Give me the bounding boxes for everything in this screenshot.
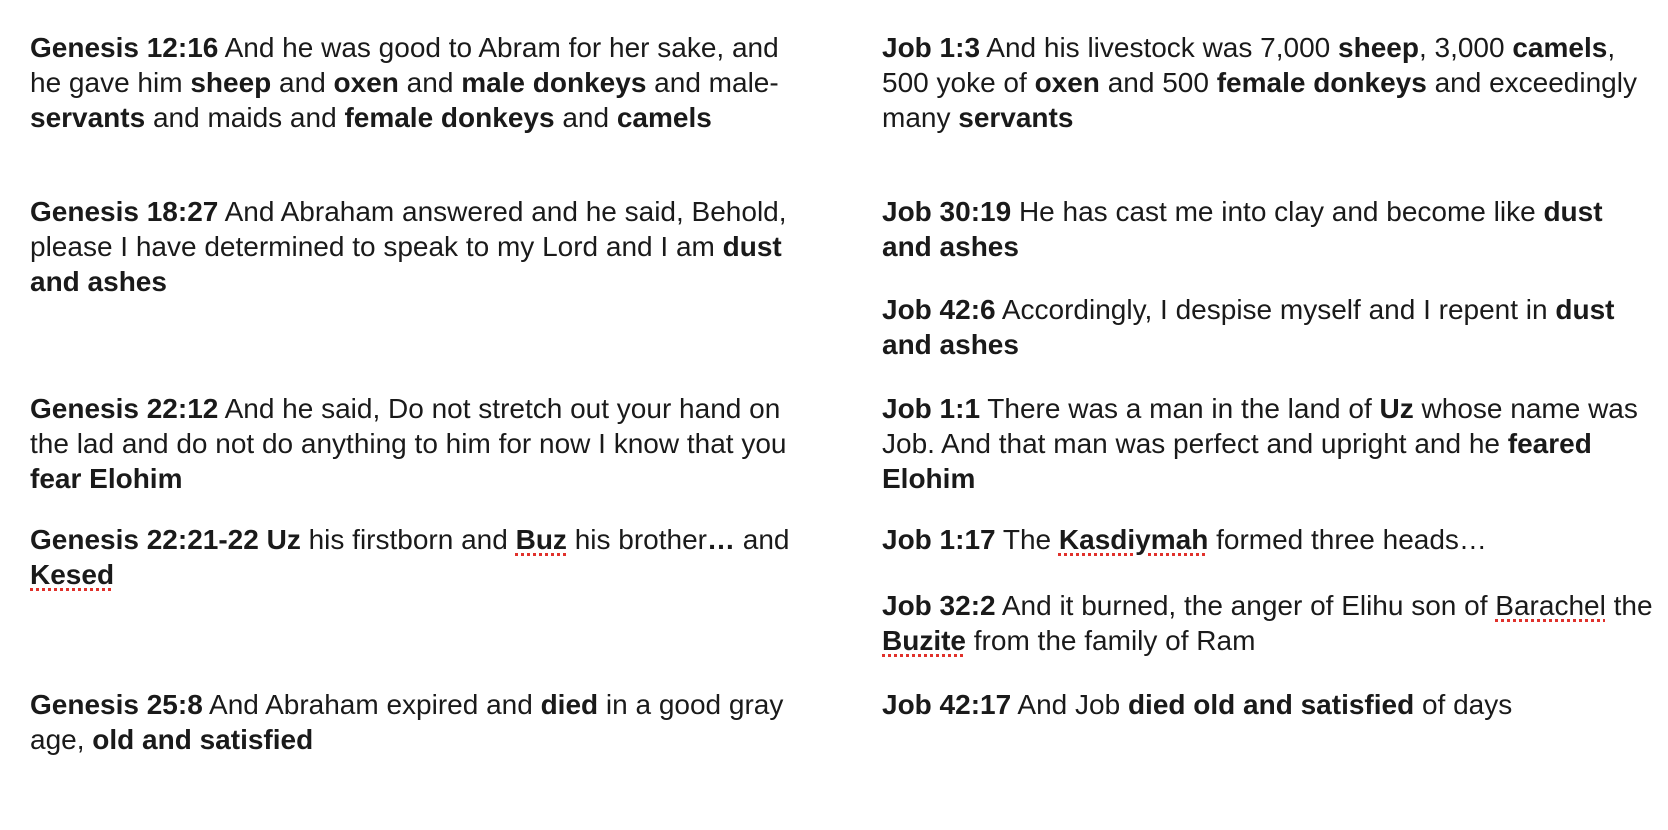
verse-text: And Abraham answered and he said, Behold, please I have determined to speak to my Lord and I am: [30, 196, 787, 262]
verse-text: And he said, Do not stretch out your hand on the lad and do not do anything to him for now I know that you: [30, 393, 787, 459]
emphasized-text: servants: [30, 102, 146, 133]
verse-job-42-6: [882, 292, 1657, 362]
verse-text: and: [735, 524, 790, 555]
verse-text: whose name was Job. And that man was perfect and upright and he: [882, 393, 1638, 459]
verse-text: his brother: [566, 524, 707, 555]
emphasized-text: old and satisfied: [92, 724, 314, 755]
verse-text: And Job: [1011, 689, 1128, 720]
verse-text: The: [995, 524, 1059, 555]
verse-reference: Genesis 12:16: [30, 32, 219, 63]
verse-text: And his livestock was 7,000: [980, 32, 1339, 63]
verse-text: Accordingly, I despise myself and I repent in: [995, 294, 1556, 325]
verse-genesis-22-12: [30, 391, 810, 496]
emphasized-text: female donkeys: [1216, 67, 1427, 98]
verse-job-30-19: [882, 194, 1657, 264]
verse-reference: Genesis 18:27: [30, 196, 219, 227]
verse-text: , 3,000: [1418, 32, 1513, 63]
verse-reference: Job 32:2: [882, 590, 996, 621]
emphasized-text: fear Elohim: [30, 463, 183, 494]
verse-job-1-1: [882, 391, 1657, 496]
emphasized-text: dust and ashes: [882, 294, 1615, 360]
spellcheck-flagged-word: Buz: [515, 524, 567, 555]
verse-text: He has cast me into clay and become like: [1011, 196, 1544, 227]
spellcheck-flagged-word: Kesed: [30, 559, 115, 590]
verse-reference: Job 30:19: [882, 196, 1012, 227]
emphasized-text: female donkeys: [344, 102, 555, 133]
verse-reference: Genesis 22:12: [30, 393, 219, 424]
emphasized-text: feared Elohim: [882, 428, 1592, 494]
verse-text: the: [1605, 590, 1653, 621]
verse-text: his firstborn and: [300, 524, 516, 555]
verse-reference: Genesis 25:8: [30, 689, 203, 720]
verse-job-32-2: [882, 588, 1657, 658]
emphasized-text: …: [707, 524, 735, 555]
verse-job-1-17: [882, 522, 1657, 557]
emphasized-text: dust and ashes: [882, 196, 1603, 262]
spellcheck-flagged-word: Kasdiymah: [1058, 524, 1209, 555]
verse-text: and: [398, 67, 462, 98]
verse-reference: Job 1:3: [882, 32, 981, 63]
verse-text: and maids and: [145, 102, 345, 133]
emphasized-text: sheep: [190, 67, 272, 98]
verse-reference: Job 42:17: [882, 689, 1012, 720]
verse-text: from the family of Ram: [966, 625, 1256, 656]
verse-reference: Job 1:1: [882, 393, 981, 424]
verse-reference: Genesis 22:21-22 Uz: [30, 524, 301, 555]
emphasized-text: Uz: [1379, 393, 1414, 424]
verse-text: of days: [1414, 689, 1513, 720]
verse-text: And Abraham expired and: [202, 689, 541, 720]
verse-text: and exceedingly many: [882, 67, 1637, 133]
verse-job-42-17: [882, 687, 1657, 722]
emphasized-text: oxen: [333, 67, 399, 98]
emphasized-text: servants: [958, 102, 1074, 133]
emphasized-text: died old and satisfied: [1127, 689, 1415, 720]
verse-job-1-3: [882, 30, 1657, 135]
verse-text: and: [554, 102, 617, 133]
verse-text: formed three heads…: [1208, 524, 1487, 555]
emphasized-text: died: [540, 689, 599, 720]
verse-genesis-25-8: [30, 687, 810, 757]
verse-genesis-18-27: [30, 194, 810, 299]
verse-genesis-12-16: [30, 30, 810, 135]
emphasized-text: camels: [616, 102, 712, 133]
verse-text: And it burned, the anger of Elihu son of: [995, 590, 1496, 621]
spellcheck-flagged-word: Barachel: [1495, 590, 1606, 621]
verse-text: in a good gray age,: [30, 689, 784, 755]
verse-text: and male-: [646, 67, 779, 98]
spellcheck-flagged-word: Buzite: [882, 625, 966, 656]
emphasized-text: sheep: [1338, 32, 1419, 63]
emphasized-text: male donkeys: [461, 67, 647, 98]
emphasized-text: oxen: [1034, 67, 1100, 98]
verse-text: There was a man in the land of: [980, 393, 1380, 424]
verse-text: , 500 yoke of: [882, 32, 1616, 98]
verse-reference: Job 42:6: [882, 294, 996, 325]
emphasized-text: dust and ashes: [30, 231, 782, 297]
emphasized-text: camels: [1512, 32, 1608, 63]
verse-genesis-22-21-22: [30, 522, 810, 592]
verse-text: And he was good to Abram for her sake, and he gave him: [30, 32, 779, 98]
verse-text: and 500: [1099, 67, 1217, 98]
verse-reference: Job 1:17: [882, 524, 996, 555]
verse-text: and: [271, 67, 334, 98]
